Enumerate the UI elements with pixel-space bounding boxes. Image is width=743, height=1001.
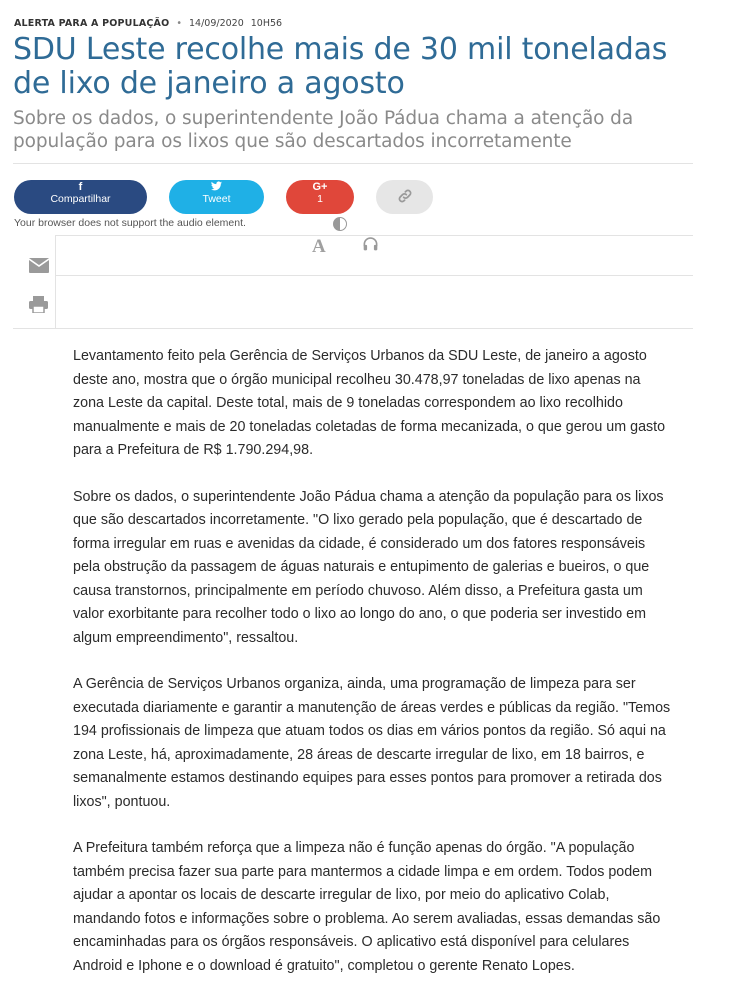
google-plus-icon: G+ bbox=[312, 181, 328, 193]
divider bbox=[55, 275, 693, 276]
publish-date: 14/09/2020 bbox=[189, 18, 244, 29]
contrast-icon[interactable] bbox=[333, 217, 347, 231]
facebook-share-button[interactable] bbox=[14, 180, 147, 214]
tweet-button[interactable] bbox=[169, 180, 264, 214]
printer-icon[interactable] bbox=[29, 296, 48, 316]
envelope-icon[interactable] bbox=[29, 258, 49, 276]
divider bbox=[13, 328, 693, 329]
headphones-icon[interactable] bbox=[362, 236, 379, 254]
audio-unsupported-message: Your browser does not support the audio element. bbox=[14, 217, 246, 229]
font-size-icon[interactable]: A bbox=[312, 236, 326, 257]
article-meta bbox=[14, 18, 282, 29]
article-paragraph: Sobre os dados, o superintendente João Pádua chama a atenção da população para os lixos que são descartados incorretamente. "O lixo gerado pela população, que é descartado de forma irregular em ruas e avenidas da cidade, é considerado um dos fatores responsáveis pela obstrução da passagem de águas naturais e entupimento de galerias e bueiros, o que causa transtornos, principalmente em período chuvoso. Além disso, a Prefeitura gasta um valor exorbitante para recolher todo o lixo ao longo do ano, o que poderia ser investido em algum empreendimento", ressaltou. bbox=[73, 488, 664, 646]
article-title: SDU Leste recolhe mais de 30 mil toneladas de lixo de janeiro a agosto bbox=[13, 32, 668, 101]
article-paragraph: Levantamento feito pela Gerência de Serviços Urbanos da SDU Leste, de janeiro a agosto deste ano, mostra que o órgão municipal recolheu 30.478,97 toneladas de lixo apenas na zona Leste da capital. Deste total, mais de 9 toneladas correspondem ao lixo recolhido manualmente e mais de 20 toneladas coletadas de forma mecanizada, o que gerou um gasto para a Prefeitura de R$ 1.790.294,98. bbox=[73, 348, 666, 458]
divider bbox=[13, 163, 693, 164]
copy-link-button[interactable] bbox=[376, 180, 433, 214]
divider bbox=[55, 236, 56, 328]
tweet-label: Tweet bbox=[202, 193, 231, 205]
facebook-share-label: Compartilhar bbox=[50, 193, 111, 205]
article-paragraph: A Prefeitura também reforça que a limpeza não é função apenas do órgão. "A população também precisa fazer sua parte para mantermos a cidade limpa e em ordem. Todos podem ajudar a apontar os locais de descarte irregular de lixo, por meio do aplicativo Colab, mandando fotos e informações sobre o problema. Ao serem avaliadas, essas demandas são encaminhadas para os órgãos responsáveis. O aplicativo está disponível para celulares Android e Iphone e o download é gratuito", completou o gerente Renato Lopes. bbox=[73, 840, 661, 974]
google-plus-count: 1 bbox=[317, 193, 323, 205]
category-label[interactable]: ALERTA PARA A POPULAÇÃO bbox=[14, 18, 170, 29]
facebook-icon: f bbox=[78, 181, 83, 193]
article-subtitle: Sobre os dados, o superintendente João Pádua chama a atenção da população para os lixos que são descartados incorretamente bbox=[13, 108, 634, 152]
twitter-icon bbox=[211, 181, 222, 194]
link-icon bbox=[397, 188, 413, 207]
meta-separator: • bbox=[176, 18, 182, 29]
google-plus-button[interactable] bbox=[286, 180, 354, 214]
article-paragraph: A Gerência de Serviços Urbanos organiza, ainda, uma programação de limpeza para ser executada diariamente e garantir a manutenção de áreas verdes e públicas da região. "Temos 194 profissionais de limpeza que atuam todos os dias em vários pontos da região. Só aqui na zona Leste, há, aproximadamente, 28 áreas de descarte irregular de lixo, em 18 bairros, e semanalmente estamos destinando equipes para esses pontos para promover a retirada dos lixos", pontuou. bbox=[73, 676, 671, 810]
publish-time: 10H56 bbox=[250, 18, 283, 29]
article-body bbox=[73, 345, 673, 1001]
